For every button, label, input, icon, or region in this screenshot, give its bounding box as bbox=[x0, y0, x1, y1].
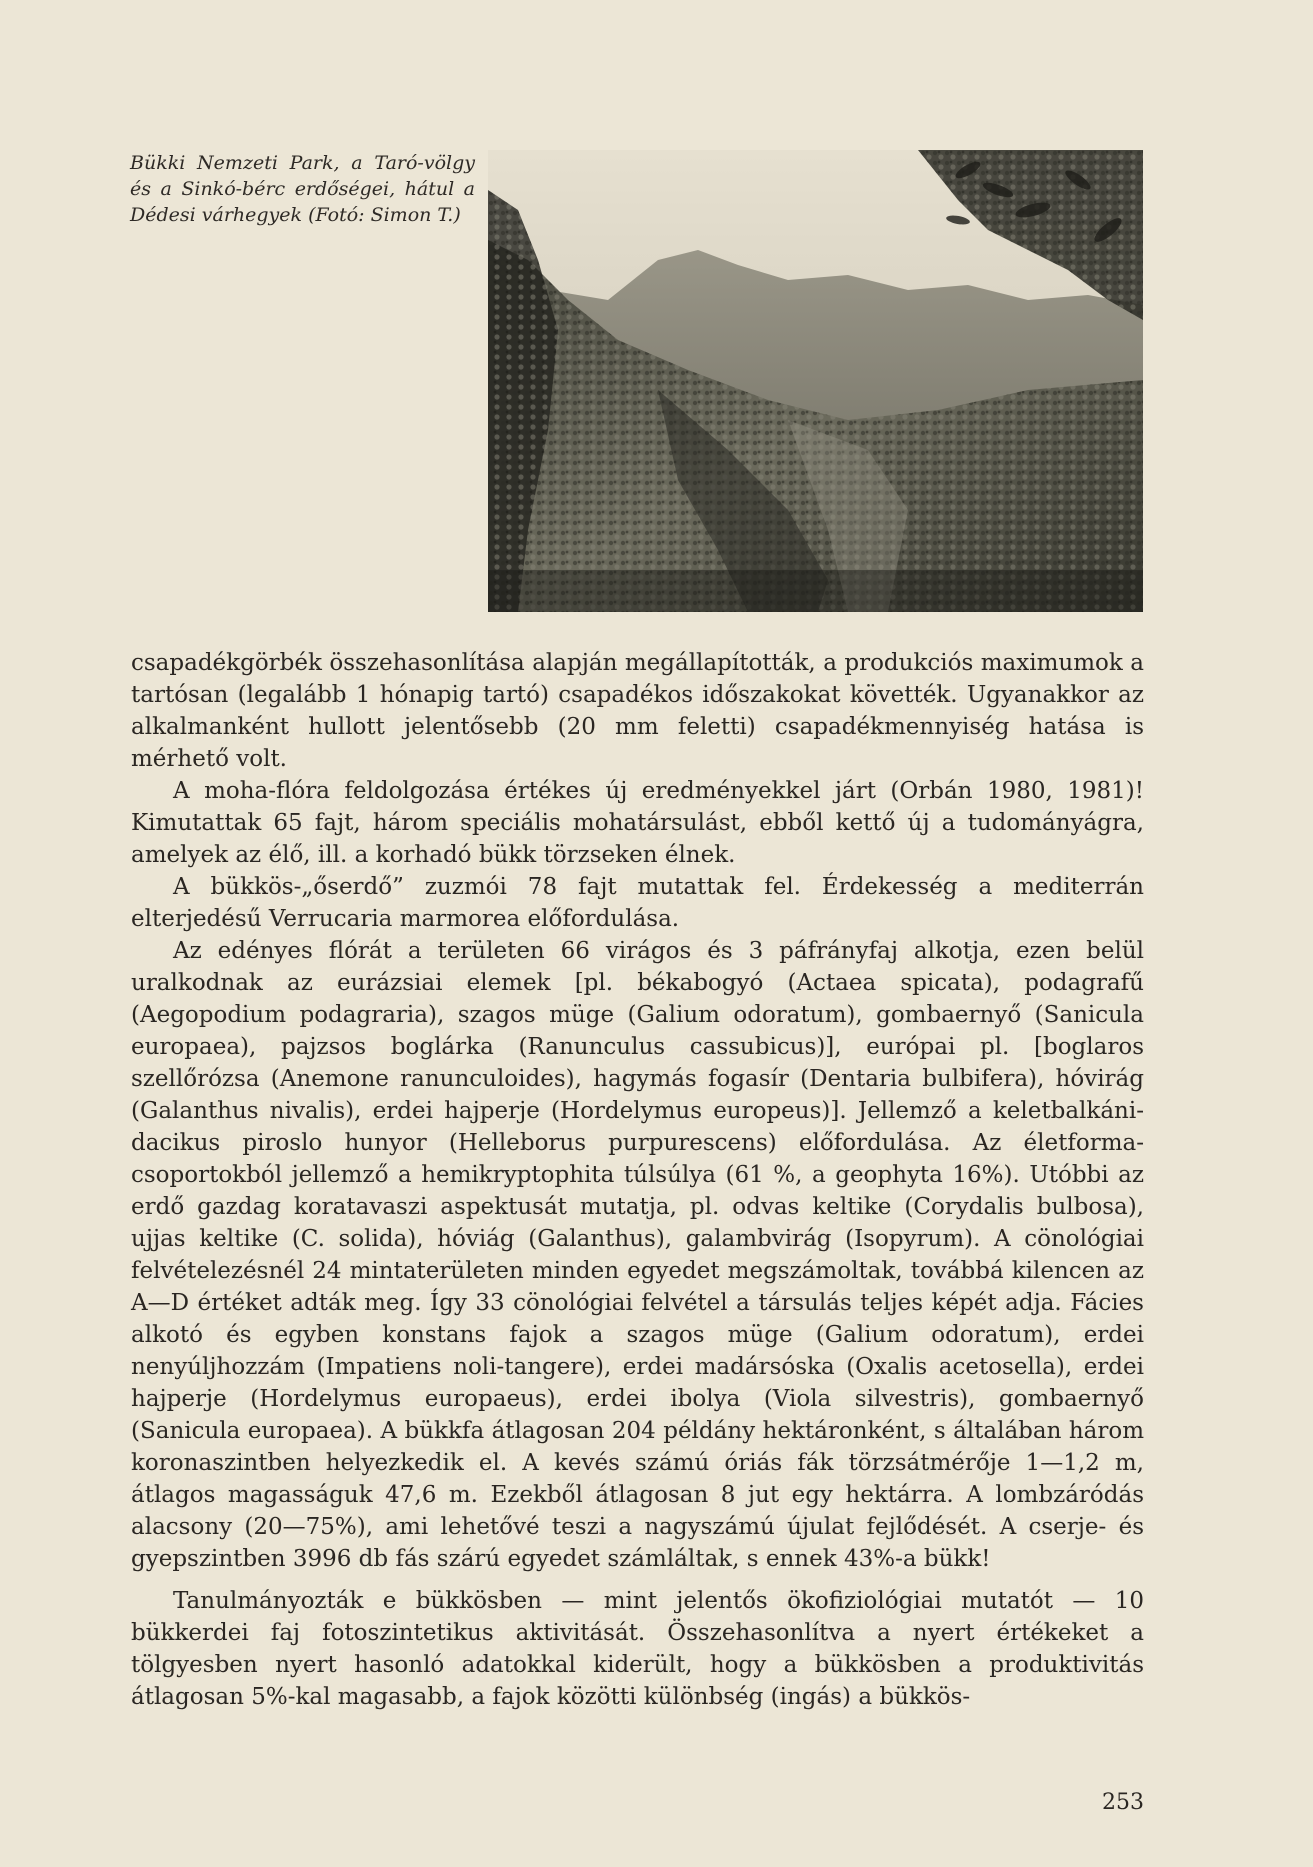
paragraph: A bükkös-„őserdő” zuzmói 78 fajt mutattak fel. Érdekesség a mediterrán elterjedésű Verrucaria marmorea előfordulása. bbox=[131, 874, 1144, 932]
page-number: 253 bbox=[1102, 1790, 1144, 1815]
paragraph: csapadékgörbék összehasonlítása alapján megállapították, a produkciós maximumok a tartósan (legalább 1 hónapig tartó) csapadékos időszakokat követték. Ugyanakkor az alkalmanként hullott jelentősebb (20 mm feletti) csapadékmennyiség hatása is mérhető volt. bbox=[131, 650, 1144, 772]
article-body bbox=[131, 647, 1144, 1713]
paragraph: A moha-flóra feldolgozása értékes új eredményekkel járt (Orbán 1980, 1981)! Kimutattak 65 fajt, három speciális mohatársulást, ebből kettő új a tudományágra, amelyek az élő, ill. a korhadó bükk törzseken élnek. bbox=[131, 778, 1144, 868]
forest-valley-photo bbox=[488, 150, 1143, 612]
photo-caption: Bükki Nemzeti Park, a Taró-völgy és a Sinkó-bérc erdőségei, hátul a Dédesi várhegyek (Fotó: Simon T.) bbox=[130, 152, 475, 226]
paragraph: Az edényes flórát a területen 66 virágos és 3 páfrányfaj alkotja, ezen belül uralkodnak az eurázsiai elemek [pl. békabogyó (Actaea spicata), podagrafű (Aegopodium podagraria), szagos müge (Galium odoratum), gombaernyő (Sanicula europaea), pajzsos boglárka (Ranunculus cassubicus)], európai pl. [boglaros szellőrózsa (Anemone ranunculoides), hagymás fogasír (Dentaria bulbifera), hóvirág (Galanthus nivalis), erdei hajperje (Hordelymus europeus)]. Jellemző a keletbalkáni-dacikus piroslo hunyor (Helleborus purpurescens) előfordulása. Az életforma-csoportokból jellemző a hemikryptophita túlsúlya (61 %, a geophyta 16%). Utóbbi az erdő gazdag koratavaszi aspektusát mutatja, pl. odvas keltike (Corydalis bulbosa), ujjas keltike (C. solida), hóviág (Galanthus), galambvirág (Isopyrum). A cönológiai felvételezésnél 24 mintaterületen minden egyedet megszámoltak, továbbá kilencen az A—D értéket adták meg. Így 33 cönológiai felvétel a társulás teljes képét adja. Fácies alkotó és egyben konstans fajok a szagos müge (Galium odoratum), erdei nenyúljhozzám (Impatiens noli-tangere), erdei madársóska (Oxalis acetosella), erdei hajperje (Hordelymus europaeus), erdei ibolya (Viola silvestris), gombaernyő (Sanicula europaea). A bükkfa átlagosan 204 példány hektáronként, s általában három koronaszintben helyezkedik el. A kevés számú óriás fák törzsátmérője 1—1,2 m, átlagos magasságuk 47,6 m. Ezekből átlagosan 8 jut egy hektárra. A lombzáródás alacsony (20—75%), ami lehetővé teszi a nagyszámú újulat fejlődését. A cserje- és gyepszintben 3996 db fás szárú egyedet számláltak, s ennek 43%-a bükk! bbox=[131, 938, 1144, 1572]
paragraph: Tanulmányozták e bükkösben — mint jelentős ökofiziológiai mutatót — 10 bükkerdei faj fotoszintetikus aktivitását. Összehasonlítva a nyert értékeket a tölgyesben nyert hasonló adatokkal kiderült, hogy a bükkösben a produktivitás átlagosan 5%-kal magasabb, a fajok közötti különbség (ingás) a bükkös- bbox=[131, 1588, 1144, 1710]
